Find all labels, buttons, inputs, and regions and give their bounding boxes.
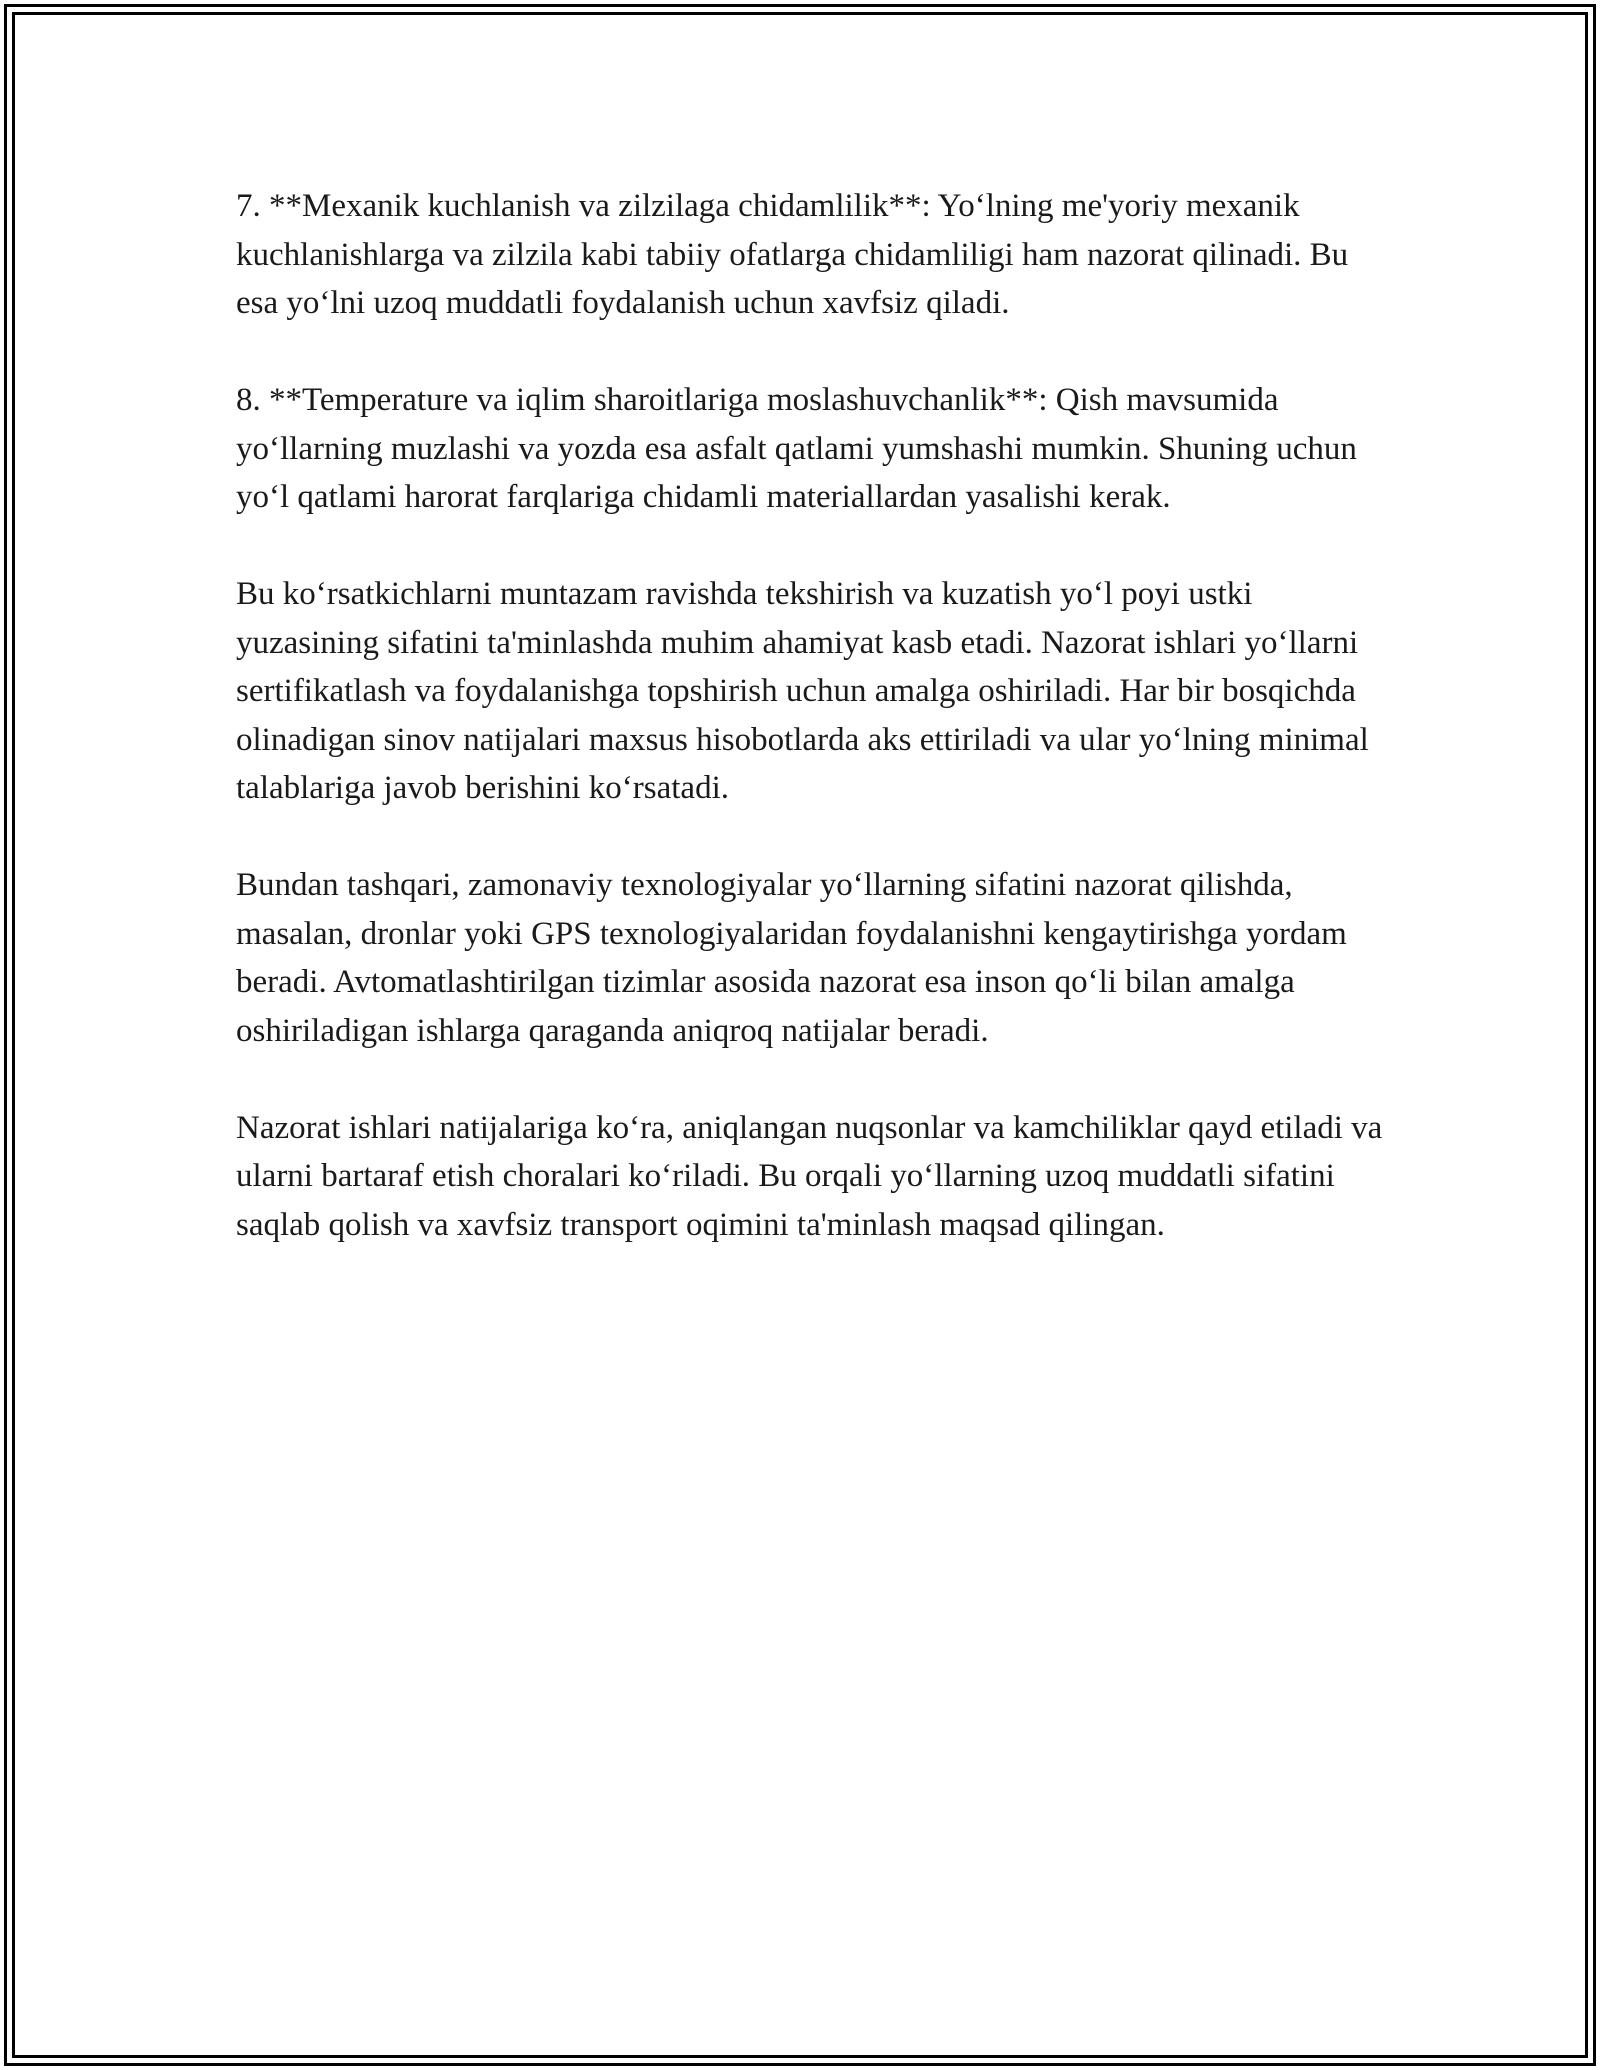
paragraph-conclusion: Nazorat ishlari natijalariga ko‘ra, aniqlangan nuqsonlar va kamchiliklar qayd etiladi va ularni bartaraf etish choralari ko‘riladi. Bu orqali yo‘llarning uzoq muddatli sifatini saqlab qolish va xavfsiz transport oqimini ta'minlash maqsad qilingan. [236, 1109, 1383, 1243]
paragraph-monitoring: Bu ko‘rsatkichlarni muntazam ravishda tekshirish va kuzatish yo‘l poyi ustki yuzasining sifatini ta'minlashda muhim ahamiyat kasb etadi. Nazorat ishlari yo‘llarni sertifikatlash va foydalanishga topshirish uchun amalga oshiriladi. Har bir bosqichda olinadigan sinov natijalari maxsus hisobotlarda aks ettiriladi va ular yo‘lning minimal talablariga javob berishini ko‘rsatadi. [236, 576, 1369, 806]
document-body [236, 182, 1396, 1298]
paragraph-item-7: 7. **Mexanik kuchlanish va zilzilaga chidamlilik**: Yo‘lning me'yoriy mexanik kuchlanishlarga va zilzila kabi tabiiy ofatlarga chidamliligi ham nazorat qilinadi. Bu esa yo‘lni uzoq muddatli foydalanish uchun xavfsiz qiladi. [236, 188, 1349, 321]
paragraph-item-8: 8. **Temperature va iqlim sharoitlariga moslashuvchanlik**: Qish mavsumida yo‘llarning muzlashi va yozda esa asfalt qatlami yumshashi mumkin. Shuning uchun yo‘l qatlami harorat farqlariga chidamli materiallardan yasalishi kerak. [236, 382, 1357, 515]
paragraph-technologies: Bundan tashqari, zamonaviy texnologiyalar yo‘llarning sifatini nazorat qilishda, masalan, dronlar yoki GPS texnologiyalaridan foydalanishni kengaytirishga yordam beradi. Avtomatlashtirilgan tizimlar asosida nazorat esa inson qo‘li bilan amalga oshiriladigan ishlarga qaraganda aniqroq natijalar beradi. [236, 867, 1347, 1049]
